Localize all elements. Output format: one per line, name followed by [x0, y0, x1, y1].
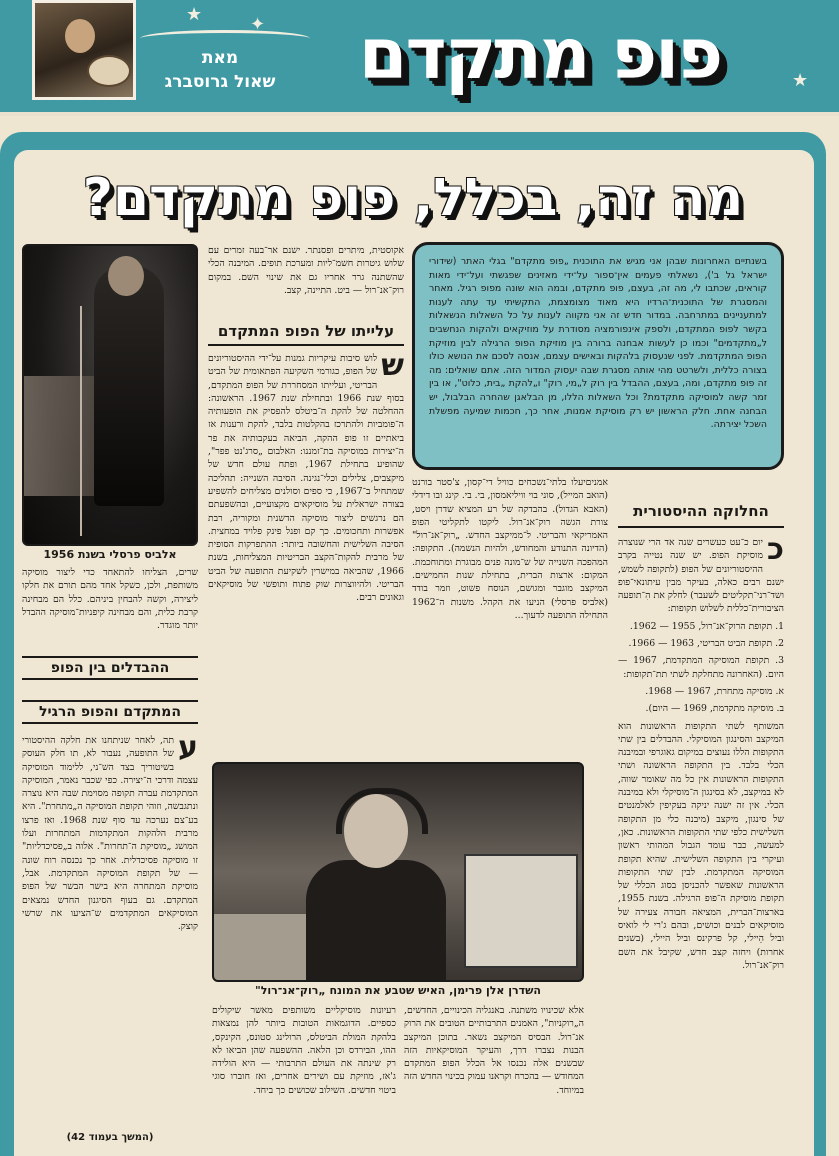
history-body: המשותף לשתי התקופות הראשונות הוא המיקצב והסינגון המוסיקלי. ההבדלים בין שתי התקופות הללו נעוצים במיקום גאוגרפי ובמיבנה הכלי בלבד. בין התקופה הראשונה ושתי התקופות הראשונות אין כל מה שאומר שווה, לא במיקצב, לא בסינגון ה־מוסיקלי ולא במיבנה הכלי. אין זה ישנה יניקה בעקיפין לאלמנטים של סינגון, מיקצב (מיבנה כלי מן התקופה השלישית כלפי שתי התקופות הראשונות. כאן, למעשה, כבר עומד הגבול המהותי ראשון ועיקרי בין התקופה השלישית. שהיא תקופת המוסיקה המתקדמת. לבין שתי התקופות הראשונות שאפשר להכניסן בסוג הכללי של תקופת מוסיקת ה־פופ הרגילה. בשנת 1955, בארצות־הברית, המציאה חבורה צעירה של מוסיקאים לבנים וכושים, ובהם ג'רי לי לואיס וביל הֵיילי, קל פרקינס וביל היילי, (בשנים אחרות) ויחזה קצב חדש, שקיבל את השם רוק־אנ־רול. — [618, 720, 784, 971]
decorative-swoosh — [140, 30, 310, 47]
continued-note: (המשך בעמוד 42) — [66, 1132, 154, 1143]
star-icon: ★ — [792, 70, 809, 91]
author-photo — [32, 0, 136, 100]
period-item: ב. מוסיקה מתקדמת, 1969 — היום). — [645, 703, 784, 715]
dj-caption: השדרן אלן פרימן, האיש שטבע את המונח „רוק־אנ־רול" — [254, 984, 541, 997]
lead-box: בשנתיים האחרונות שבהן אני מגיש את התוכנית „פופ מתקדם" בגלי האתר (שידורי ישראל גל ב'), נשאלתי פעמים אין־ספור על־ידי מאזינים שפגשתי ועל־ידי מאות קוראים, שכתבו לי, מה זה, בעצם, פופ מתקדם, ובמה הוא שונה מפופ רגיל. מאחר והמסגרת של התוכנית־הרדיו היא מאוד מצומצמת, התקשיתי עד עתה לענות למתעניינים במתרחבה. במדור חדש זה אני מקווה לענות על כל השאלות הנשאלות בקשר לפופ המתקדם, ולספק אינפורמציה מסודרת על מוזיקאים ולהקות הנחשבים ל„מתקדמים" וכמו כן לעשות אבחנה ברורה בין מוזיקת הפופ הרגילה לבין מוזיקת הפופ המתקדמת. לפני שנעסוק בלהקות ובאישים עצמם, אנסה לסכם את הנושא כולו בצורה כללית, ולשרטט מהי אותה מסגרת שבה יעסוק המדור הזה. אתם שואלים: מה זה פופ מתקדם, ומה, בעצם, ההבדל בין רוק ל„מי, רוק" ו„להקת „בית, כלוט", או בין זמר קשה למוסיקה מתקדמת? וכל השאלות הללו, מן הבלאגן שהחרה הבלבול, יש הבחנה אחת. חלק הראשון יש רק מוסיקת אמנות, אחר כך, חכמות שמיעה מפשלת השכל יצירתה. — [412, 242, 784, 470]
period-item: א. מוסיקה מתחרת, 1967 — 1968. — [645, 685, 784, 697]
section-differences-text: תה, לאחר שניתחנו את חלקה ההיסטורי של התופעה, נעבור לא, תו חלק העוסק בשיטוריך בצד הש־ני, ללימוד המוסיקה עצמה ודרכי ה־יצירה. כפי שכבר נאמר, המוסיקה המתקדמת עברה תקופה מסוימת שבה היא נוצרה ונתגבשה, וזוהי תקופת המוסיקה ה„מתחרת". היא בע־צם נערכה עד סוף שנת 1968. ואז פרצו מרבית הלהקות המתקדמות המתחרות ועלו המושג „מוסיקת ה־תחרות". אלוה ב„פסיכדליות" זו מוסיקה פסיכדלית. אחר כך נכנסה רוח שונה — של תקופת המוסיקה המתקדמת. אבל, מוסיקת המתחרה היא בישר הבשר של הפופ המתקדם. גם בעוף הסיגנון החדש נמצאים המוסיקאים המתקדמים ש־הציעו את שרשי קוצק. — [22, 735, 198, 933]
section-heading-differences-2: המתקדם והפופ הרגיל — [22, 700, 198, 724]
byline-author: שאול גרוסברג — [164, 72, 276, 92]
elvis-caption: אלביס פרסלי בשנת 1956 — [43, 548, 177, 561]
column-center-top: אמניםיעלו בלתי־נשכחים כוויל די־קסון, צ'סטר בורנט (הואב המייל), סוני בוי וויליאמסון, בי. בי. קינג ובו דידלי (האבא הגדול). בהבדקה של רע המציא שדרן ויסט, צורת הגשה רוק־אנ־רול. ליקטו לתקליטי הפופ האמריקאי והבריטי. ל־ממיקצב החדש. „רוק־אנ־רול" (הדיונה התנודע והמחודש, ולהיות הנשמה). התקופה: המהפכה השנייה של ש־מונה פנים מבוגרת ומתוחכמת. המקום: ארצות הברית, בתחילת שנות החמישים. המיקצב מוגבר ומגושם, הנוסח פשוט, וזמר בודד (אלביס פרסלי) הניעו את הקהל. משנות ה־1962 התחילה התופעה לדעוך... — [412, 477, 608, 621]
star-icon: ✦ — [250, 14, 266, 35]
column-masthead: פופ מתקדם — [358, 13, 722, 95]
dropcap: ש — [381, 352, 404, 383]
column-left-body — [22, 734, 198, 1128]
dj-photo — [212, 762, 584, 982]
section-rise-text: לוש סיבות עיקריות גמנות על־ידי ההיסטוריונים של הפופ, כגורמי השקיעה הפתאומית של הביט הבריטי, ועלייתו המסחררת של הפופ המתקדם, בסוף שנת 1966 ובתחילת שנת 1967. הראשונה: ההחלטה של להקת ה־ביטלס להפסיק את הופעותיה ה־פומביות ולהתרכז בהקלטות בלבד, להקת ורענות אז ביאתיים זו פופ ההקה, הביאה בעקבותיה את פר ה־יצירות במוסיקה בת־זמננו: האלבום „סרג'נט פפר", שהופיע בתחילת 1967, ופתח עולם חדש של מיקצבים, צלילים וכלי־נגינה. הסיבה השנייה: תהליכה שמתחיל ב־1967, כי ספים וסולנים מצליחים להשפיע בצורה ישראלית על מוסיקאים מקצועיים, ובהשפעתם הם נרגשים ליצור מוסיקה הדשנית ומקוריה, רבת אפשרות ותחכומים. כך קם ופנל פינק פלויד במחצית. הסיבה השלישית והחשובה ביותר: ההתפרקות הסופית של מרבית להקות־הקצב הבריטיות המצליחות, בשנת 1966, שהביאה במישרין לשקיעת התופעה של הביט הבריטי. ולהיווצרות שוק פתוח ותופשי של מוסיקאים וגאונים רבים. — [208, 353, 404, 604]
dropcap: ע — [178, 734, 198, 765]
header-band — [0, 0, 839, 116]
period-item: 1. תקופת הרוק־אנ־רול, 1955 — 1962. — [629, 620, 784, 632]
column-middle-top: אקוסטית, מיתרים ופסנתר. ישנם אר־בעה זמרים עם שלוש גיטרות חשמ־ליות ומערכת תופים. המיבנה הכלי שהשתנה גרר אחריו גם את שינוי השם. במקום רוק־אנ־רול — ביט. התיינה, קצב. — [208, 245, 404, 296]
period-item: 3. תקופת המוסיקה המתקדמת, 1967 — היום. (האחרונה מתחלקת לשתי תת־תקופות: — [618, 655, 784, 680]
byline-prefix: מאת — [201, 48, 239, 68]
column-left-top: שרים, הצליחו להתאחד כדי ליצור מוסיקה משותפת, ולכן, כשקל אחד מהם תורם את חלקו ליצירה, וקשה להבחין ביניהם. כלל הם מבחינה קרבת כלית, והם מבחינה קיפניות־מוסיקה ההבדל יותר מוגדר. — [22, 567, 198, 632]
dropcap: כ — [767, 536, 784, 567]
section-heading-history: החלוקה ההיסטורית — [633, 502, 769, 520]
section-heading-rise: עלייתו של הפופ המתקדם — [217, 322, 395, 340]
column-bottom-middle: רעיונות מוסיקליים משותפים מאשר שיקולים כספיים. הדוגמאות הטובות ביותר להן נמצאות בלהקת המולת הביטלס, הרולינג סטונס, הקינקס, ההו, הבירדס וכן הלאה. ההשפעה שהן הביאו לא רק שינתה את העולם התרבותי — היא הולידה ג'אז, מוזיקת עם ושירים אחרים, ואז חוברו סוגי ביטוי חדשים. השילוב שכושים כך ביחד. — [212, 1005, 396, 1096]
elvis-photo — [22, 244, 198, 546]
star-icon: ★ — [186, 4, 203, 25]
section-heading-differences: ההבדלים בין הפופ — [22, 656, 198, 680]
column-bottom-right: אלא שכינויו משתנה. באנגליה הכינויים, החדשים, ה„רוקניות", האמנים התרבותיים הטובים את הרוק אנ־רול. הבסיס המיקצב נשאר. בתוכן המיקצב הבנות נצברו דרך, והעיקר המוסיקאיות הזה שבשנים אלה נכנסו אל הכלל הפופ המתקדם המחודש — בהכרח וקראנו עמוק בכינוי החדש הזה במיוחד. — [404, 1005, 584, 1096]
history-intro: יום כ־עט כעשרים שנה אד הרי שנוצרה מוסיקת הפופ. יש שנה נטייה בקרב ההיסטוריונים של הפופ (לתקופה לשמש, ישנם רבים כאלה, בעיקר מבין עיתונאי־פופ ושד־רני־תקליטים לשעבר) לחלק את הִ־תופעה הציבורית־כללית לשלוש תקופות: — [618, 537, 784, 615]
period-item: 2. תקופת הביט הבריטי, 1963 — 1966. — [628, 638, 784, 650]
column-right — [618, 536, 784, 1140]
column-middle-body — [208, 352, 404, 752]
divider — [618, 526, 784, 528]
divider — [208, 344, 404, 346]
article-headline: מה זה, בכלל, פופ מתקדם? — [82, 168, 744, 228]
